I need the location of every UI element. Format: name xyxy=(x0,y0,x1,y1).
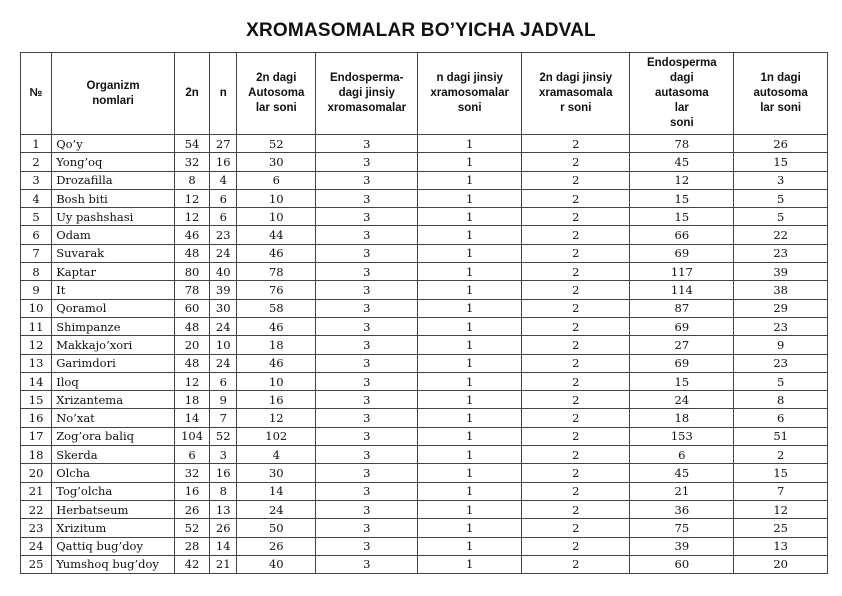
header-col-organism-name: Organizm nomlari xyxy=(52,53,175,135)
cell-number: 16 xyxy=(21,409,52,427)
cell-n: 40 xyxy=(210,263,237,281)
cell-n: 8 xyxy=(210,482,237,500)
cell-2n-autosomes: 76 xyxy=(237,281,316,299)
header-col-n: n xyxy=(210,53,237,135)
cell-2n-sex-chromosomes: 2 xyxy=(522,391,630,409)
table-row xyxy=(21,208,828,226)
cell-endosperm-autosomes: 69 xyxy=(630,354,734,372)
cell-n-sex-chromosomes: 1 xyxy=(418,208,522,226)
header-col-2n-sex-chromosomes: 2n dagi jinsiy xramasomala r soni xyxy=(522,53,630,135)
cell-2n-autosomes: 78 xyxy=(237,263,316,281)
cell-number: 6 xyxy=(21,226,52,244)
cell-n: 3 xyxy=(210,446,237,464)
cell-n: 16 xyxy=(210,153,237,171)
cell-1n-autosomes: 5 xyxy=(734,189,828,207)
cell-1n-autosomes: 38 xyxy=(734,281,828,299)
table-row xyxy=(21,226,828,244)
cell-organism-name: Odam xyxy=(52,226,175,244)
table-row xyxy=(21,500,828,518)
table-row xyxy=(21,189,828,207)
header-col-n-sex-chromosomes: n dagi jinsiy xramosomalar soni xyxy=(418,53,522,135)
cell-endosperm-sex-chromosomes: 3 xyxy=(316,317,418,335)
cell-organism-name: Drozafilla xyxy=(52,171,175,189)
header-col-endosperm-sex-chromosomes: Endosperma- dagi jinsiy xromasomalar xyxy=(316,53,418,135)
cell-2n-autosomes: 46 xyxy=(237,317,316,335)
cell-2n: 32 xyxy=(174,464,209,482)
table-row xyxy=(21,281,828,299)
cell-endosperm-sex-chromosomes: 3 xyxy=(316,171,418,189)
cell-number: 12 xyxy=(21,336,52,354)
cell-2n: 20 xyxy=(174,336,209,354)
cell-n: 13 xyxy=(210,500,237,518)
cell-n-sex-chromosomes: 1 xyxy=(418,171,522,189)
cell-number: 21 xyxy=(21,482,52,500)
cell-n: 24 xyxy=(210,244,237,262)
cell-organism-name: Herbatseum xyxy=(52,500,175,518)
cell-n: 14 xyxy=(210,537,237,555)
cell-endosperm-sex-chromosomes: 3 xyxy=(316,226,418,244)
cell-2n: 54 xyxy=(174,135,209,153)
cell-n: 6 xyxy=(210,189,237,207)
cell-endosperm-sex-chromosomes: 3 xyxy=(316,263,418,281)
cell-organism-name: Makkajo’xori xyxy=(52,336,175,354)
cell-n: 27 xyxy=(210,135,237,153)
cell-2n-sex-chromosomes: 2 xyxy=(522,299,630,317)
cell-2n-sex-chromosomes: 2 xyxy=(522,263,630,281)
cell-2n: 12 xyxy=(174,189,209,207)
cell-2n: 12 xyxy=(174,208,209,226)
cell-endosperm-autosomes: 39 xyxy=(630,537,734,555)
cell-endosperm-sex-chromosomes: 3 xyxy=(316,500,418,518)
cell-1n-autosomes: 51 xyxy=(734,427,828,445)
header-col-endosperm-autosomes: Endosperma dagi autasoma lar soni xyxy=(630,53,734,135)
cell-1n-autosomes: 2 xyxy=(734,446,828,464)
cell-endosperm-sex-chromosomes: 3 xyxy=(316,537,418,555)
cell-organism-name: Yong’oq xyxy=(52,153,175,171)
cell-number: 18 xyxy=(21,446,52,464)
cell-n-sex-chromosomes: 1 xyxy=(418,226,522,244)
cell-number: 1 xyxy=(21,135,52,153)
cell-2n-autosomes: 10 xyxy=(237,189,316,207)
cell-endosperm-autosomes: 66 xyxy=(630,226,734,244)
cell-number: 25 xyxy=(21,555,52,573)
cell-2n: 52 xyxy=(174,519,209,537)
cell-2n: 16 xyxy=(174,482,209,500)
cell-n: 6 xyxy=(210,208,237,226)
cell-endosperm-sex-chromosomes: 3 xyxy=(316,244,418,262)
cell-2n-autosomes: 16 xyxy=(237,391,316,409)
cell-n: 9 xyxy=(210,391,237,409)
cell-2n-sex-chromosomes: 2 xyxy=(522,464,630,482)
cell-2n: 48 xyxy=(174,244,209,262)
cell-endosperm-autosomes: 27 xyxy=(630,336,734,354)
table-body xyxy=(21,135,828,574)
cell-2n-sex-chromosomes: 2 xyxy=(522,427,630,445)
cell-endosperm-sex-chromosomes: 3 xyxy=(316,135,418,153)
cell-2n-autosomes: 26 xyxy=(237,537,316,555)
cell-organism-name: Uy pashshasi xyxy=(52,208,175,226)
header-col-1n-autosomes: 1n dagi autosoma lar soni xyxy=(734,53,828,135)
cell-1n-autosomes: 9 xyxy=(734,336,828,354)
cell-number: 7 xyxy=(21,244,52,262)
cell-number: 13 xyxy=(21,354,52,372)
cell-n-sex-chromosomes: 1 xyxy=(418,482,522,500)
cell-1n-autosomes: 23 xyxy=(734,354,828,372)
cell-2n: 60 xyxy=(174,299,209,317)
cell-endosperm-sex-chromosomes: 3 xyxy=(316,482,418,500)
cell-organism-name: Qattiq bug’doy xyxy=(52,537,175,555)
cell-number: 10 xyxy=(21,299,52,317)
cell-1n-autosomes: 23 xyxy=(734,317,828,335)
cell-organism-name: Qoramol xyxy=(52,299,175,317)
cell-n: 16 xyxy=(210,464,237,482)
cell-endosperm-sex-chromosomes: 3 xyxy=(316,372,418,390)
cell-2n: 12 xyxy=(174,372,209,390)
cell-endosperm-autosomes: 45 xyxy=(630,464,734,482)
cell-2n-sex-chromosomes: 2 xyxy=(522,555,630,573)
cell-2n-autosomes: 58 xyxy=(237,299,316,317)
cell-endosperm-autosomes: 114 xyxy=(630,281,734,299)
table-row xyxy=(21,391,828,409)
cell-organism-name: No’xat xyxy=(52,409,175,427)
table-row xyxy=(21,372,828,390)
chromosome-table xyxy=(20,52,828,574)
cell-n: 39 xyxy=(210,281,237,299)
cell-n: 26 xyxy=(210,519,237,537)
cell-number: 15 xyxy=(21,391,52,409)
cell-n-sex-chromosomes: 1 xyxy=(418,464,522,482)
cell-endosperm-autosomes: 36 xyxy=(630,500,734,518)
cell-endosperm-sex-chromosomes: 3 xyxy=(316,336,418,354)
cell-organism-name: Iloq xyxy=(52,372,175,390)
cell-n-sex-chromosomes: 1 xyxy=(418,427,522,445)
cell-organism-name: Skerda xyxy=(52,446,175,464)
table-row xyxy=(21,317,828,335)
cell-number: 11 xyxy=(21,317,52,335)
cell-2n-autosomes: 14 xyxy=(237,482,316,500)
cell-1n-autosomes: 23 xyxy=(734,244,828,262)
cell-n-sex-chromosomes: 1 xyxy=(418,153,522,171)
cell-2n: 18 xyxy=(174,391,209,409)
cell-n-sex-chromosomes: 1 xyxy=(418,189,522,207)
cell-2n-autosomes: 12 xyxy=(237,409,316,427)
cell-2n: 48 xyxy=(174,317,209,335)
cell-1n-autosomes: 15 xyxy=(734,464,828,482)
cell-n-sex-chromosomes: 1 xyxy=(418,409,522,427)
cell-2n-autosomes: 18 xyxy=(237,336,316,354)
page-title: XROMASOMALAR BO’YICHA JADVAL xyxy=(246,20,596,41)
cell-endosperm-autosomes: 75 xyxy=(630,519,734,537)
cell-organism-name: Suvarak xyxy=(52,244,175,262)
cell-n: 7 xyxy=(210,409,237,427)
cell-2n-autosomes: 40 xyxy=(237,555,316,573)
cell-n-sex-chromosomes: 1 xyxy=(418,354,522,372)
cell-n-sex-chromosomes: 1 xyxy=(418,372,522,390)
table-row xyxy=(21,299,828,317)
cell-number: 23 xyxy=(21,519,52,537)
cell-endosperm-sex-chromosomes: 3 xyxy=(316,427,418,445)
cell-endosperm-autosomes: 153 xyxy=(630,427,734,445)
table-row xyxy=(21,171,828,189)
cell-endosperm-autosomes: 21 xyxy=(630,482,734,500)
cell-n-sex-chromosomes: 1 xyxy=(418,336,522,354)
cell-endosperm-sex-chromosomes: 3 xyxy=(316,189,418,207)
cell-endosperm-sex-chromosomes: 3 xyxy=(316,519,418,537)
cell-organism-name: Kaptar xyxy=(52,263,175,281)
cell-n-sex-chromosomes: 1 xyxy=(418,317,522,335)
cell-organism-name: Shimpanze xyxy=(52,317,175,335)
cell-n-sex-chromosomes: 1 xyxy=(418,135,522,153)
cell-n: 21 xyxy=(210,555,237,573)
table-row xyxy=(21,336,828,354)
cell-1n-autosomes: 20 xyxy=(734,555,828,573)
cell-1n-autosomes: 6 xyxy=(734,409,828,427)
cell-2n-sex-chromosomes: 2 xyxy=(522,281,630,299)
cell-n: 24 xyxy=(210,317,237,335)
cell-organism-name: Bosh biti xyxy=(52,189,175,207)
cell-endosperm-autosomes: 60 xyxy=(630,555,734,573)
cell-2n: 80 xyxy=(174,263,209,281)
cell-organism-name: Yumshoq bug’doy xyxy=(52,555,175,573)
cell-2n: 26 xyxy=(174,500,209,518)
cell-2n-sex-chromosomes: 2 xyxy=(522,153,630,171)
cell-n: 4 xyxy=(210,171,237,189)
cell-2n: 78 xyxy=(174,281,209,299)
cell-number: 17 xyxy=(21,427,52,445)
table-row xyxy=(21,519,828,537)
cell-organism-name: Qo’y xyxy=(52,135,175,153)
cell-organism-name: Xrizantema xyxy=(52,391,175,409)
cell-2n-autosomes: 10 xyxy=(237,208,316,226)
cell-endosperm-autosomes: 24 xyxy=(630,391,734,409)
cell-endosperm-autosomes: 15 xyxy=(630,189,734,207)
cell-2n-sex-chromosomes: 2 xyxy=(522,519,630,537)
cell-2n-sex-chromosomes: 2 xyxy=(522,244,630,262)
cell-2n-autosomes: 50 xyxy=(237,519,316,537)
cell-number: 20 xyxy=(21,464,52,482)
cell-2n-sex-chromosomes: 2 xyxy=(522,482,630,500)
cell-number: 14 xyxy=(21,372,52,390)
cell-n: 6 xyxy=(210,372,237,390)
cell-organism-name: Garimdori xyxy=(52,354,175,372)
cell-2n-sex-chromosomes: 2 xyxy=(522,446,630,464)
cell-number: 4 xyxy=(21,189,52,207)
cell-2n-sex-chromosomes: 2 xyxy=(522,135,630,153)
table-row xyxy=(21,409,828,427)
cell-1n-autosomes: 3 xyxy=(734,171,828,189)
cell-endosperm-autosomes: 6 xyxy=(630,446,734,464)
cell-n: 10 xyxy=(210,336,237,354)
cell-endosperm-sex-chromosomes: 3 xyxy=(316,281,418,299)
cell-endosperm-sex-chromosomes: 3 xyxy=(316,464,418,482)
cell-2n-sex-chromosomes: 2 xyxy=(522,317,630,335)
cell-1n-autosomes: 12 xyxy=(734,500,828,518)
header-col-2n-autosomes: 2n dagi Autosoma lar soni xyxy=(237,53,316,135)
cell-organism-name: Olcha xyxy=(52,464,175,482)
cell-endosperm-autosomes: 117 xyxy=(630,263,734,281)
cell-2n: 48 xyxy=(174,354,209,372)
cell-1n-autosomes: 5 xyxy=(734,372,828,390)
cell-2n-autosomes: 6 xyxy=(237,171,316,189)
cell-2n: 46 xyxy=(174,226,209,244)
cell-n: 24 xyxy=(210,354,237,372)
cell-2n-sex-chromosomes: 2 xyxy=(522,336,630,354)
cell-endosperm-sex-chromosomes: 3 xyxy=(316,153,418,171)
cell-endosperm-autosomes: 18 xyxy=(630,409,734,427)
table-row xyxy=(21,537,828,555)
cell-n-sex-chromosomes: 1 xyxy=(418,263,522,281)
table-row xyxy=(21,427,828,445)
cell-2n-sex-chromosomes: 2 xyxy=(522,409,630,427)
cell-n: 23 xyxy=(210,226,237,244)
cell-1n-autosomes: 39 xyxy=(734,263,828,281)
table-row xyxy=(21,244,828,262)
cell-endosperm-autosomes: 15 xyxy=(630,208,734,226)
cell-1n-autosomes: 22 xyxy=(734,226,828,244)
cell-2n-autosomes: 24 xyxy=(237,500,316,518)
cell-2n-autosomes: 52 xyxy=(237,135,316,153)
cell-organism-name: Zog’ora baliq xyxy=(52,427,175,445)
cell-2n-autosomes: 4 xyxy=(237,446,316,464)
cell-n: 30 xyxy=(210,299,237,317)
table-row xyxy=(21,263,828,281)
cell-2n-sex-chromosomes: 2 xyxy=(522,171,630,189)
cell-endosperm-sex-chromosomes: 3 xyxy=(316,391,418,409)
cell-1n-autosomes: 13 xyxy=(734,537,828,555)
cell-number: 2 xyxy=(21,153,52,171)
cell-2n: 28 xyxy=(174,537,209,555)
cell-n-sex-chromosomes: 1 xyxy=(418,537,522,555)
header-col-2n: 2n xyxy=(174,53,209,135)
cell-2n: 8 xyxy=(174,171,209,189)
cell-n-sex-chromosomes: 1 xyxy=(418,446,522,464)
cell-1n-autosomes: 25 xyxy=(734,519,828,537)
cell-endosperm-sex-chromosomes: 3 xyxy=(316,208,418,226)
cell-2n-autosomes: 46 xyxy=(237,244,316,262)
cell-number: 8 xyxy=(21,263,52,281)
cell-1n-autosomes: 26 xyxy=(734,135,828,153)
cell-endosperm-autosomes: 87 xyxy=(630,299,734,317)
header-col-number: № xyxy=(21,53,52,135)
cell-endosperm-autosomes: 78 xyxy=(630,135,734,153)
cell-1n-autosomes: 29 xyxy=(734,299,828,317)
cell-2n: 42 xyxy=(174,555,209,573)
cell-endosperm-sex-chromosomes: 3 xyxy=(316,555,418,573)
cell-n-sex-chromosomes: 1 xyxy=(418,391,522,409)
cell-2n: 104 xyxy=(174,427,209,445)
cell-n-sex-chromosomes: 1 xyxy=(418,500,522,518)
table-row xyxy=(21,482,828,500)
cell-2n: 14 xyxy=(174,409,209,427)
cell-2n-autosomes: 30 xyxy=(237,464,316,482)
cell-2n-sex-chromosomes: 2 xyxy=(522,372,630,390)
cell-number: 22 xyxy=(21,500,52,518)
cell-n-sex-chromosomes: 1 xyxy=(418,244,522,262)
cell-n: 52 xyxy=(210,427,237,445)
cell-n-sex-chromosomes: 1 xyxy=(418,281,522,299)
cell-2n-sex-chromosomes: 2 xyxy=(522,189,630,207)
cell-number: 9 xyxy=(21,281,52,299)
cell-1n-autosomes: 5 xyxy=(734,208,828,226)
cell-number: 5 xyxy=(21,208,52,226)
cell-organism-name: Tog’olcha xyxy=(52,482,175,500)
cell-2n-sex-chromosomes: 2 xyxy=(522,537,630,555)
cell-number: 3 xyxy=(21,171,52,189)
table-row xyxy=(21,135,828,153)
cell-endosperm-sex-chromosomes: 3 xyxy=(316,299,418,317)
table-row xyxy=(21,153,828,171)
cell-2n-autosomes: 102 xyxy=(237,427,316,445)
cell-number: 24 xyxy=(21,537,52,555)
table-header-row xyxy=(21,53,828,135)
cell-endosperm-sex-chromosomes: 3 xyxy=(316,446,418,464)
cell-endosperm-sex-chromosomes: 3 xyxy=(316,409,418,427)
cell-n-sex-chromosomes: 1 xyxy=(418,299,522,317)
cell-2n-sex-chromosomes: 2 xyxy=(522,500,630,518)
cell-1n-autosomes: 15 xyxy=(734,153,828,171)
table-row xyxy=(21,446,828,464)
cell-2n-sex-chromosomes: 2 xyxy=(522,208,630,226)
cell-endosperm-autosomes: 69 xyxy=(630,244,734,262)
cell-endosperm-autosomes: 15 xyxy=(630,372,734,390)
cell-organism-name: Xrizitum xyxy=(52,519,175,537)
cell-2n-autosomes: 44 xyxy=(237,226,316,244)
cell-1n-autosomes: 7 xyxy=(734,482,828,500)
cell-2n: 32 xyxy=(174,153,209,171)
cell-endosperm-autosomes: 45 xyxy=(630,153,734,171)
cell-endosperm-autosomes: 12 xyxy=(630,171,734,189)
cell-n-sex-chromosomes: 1 xyxy=(418,555,522,573)
table-row xyxy=(21,464,828,482)
cell-2n-sex-chromosomes: 2 xyxy=(522,354,630,372)
cell-2n-autosomes: 10 xyxy=(237,372,316,390)
cell-2n-autosomes: 46 xyxy=(237,354,316,372)
cell-2n-sex-chromosomes: 2 xyxy=(522,226,630,244)
cell-1n-autosomes: 8 xyxy=(734,391,828,409)
table-row xyxy=(21,555,828,573)
cell-endosperm-sex-chromosomes: 3 xyxy=(316,354,418,372)
cell-organism-name: It xyxy=(52,281,175,299)
cell-n-sex-chromosomes: 1 xyxy=(418,519,522,537)
cell-2n: 6 xyxy=(174,446,209,464)
table-row xyxy=(21,354,828,372)
cell-2n-autosomes: 30 xyxy=(237,153,316,171)
cell-endosperm-autosomes: 69 xyxy=(630,317,734,335)
